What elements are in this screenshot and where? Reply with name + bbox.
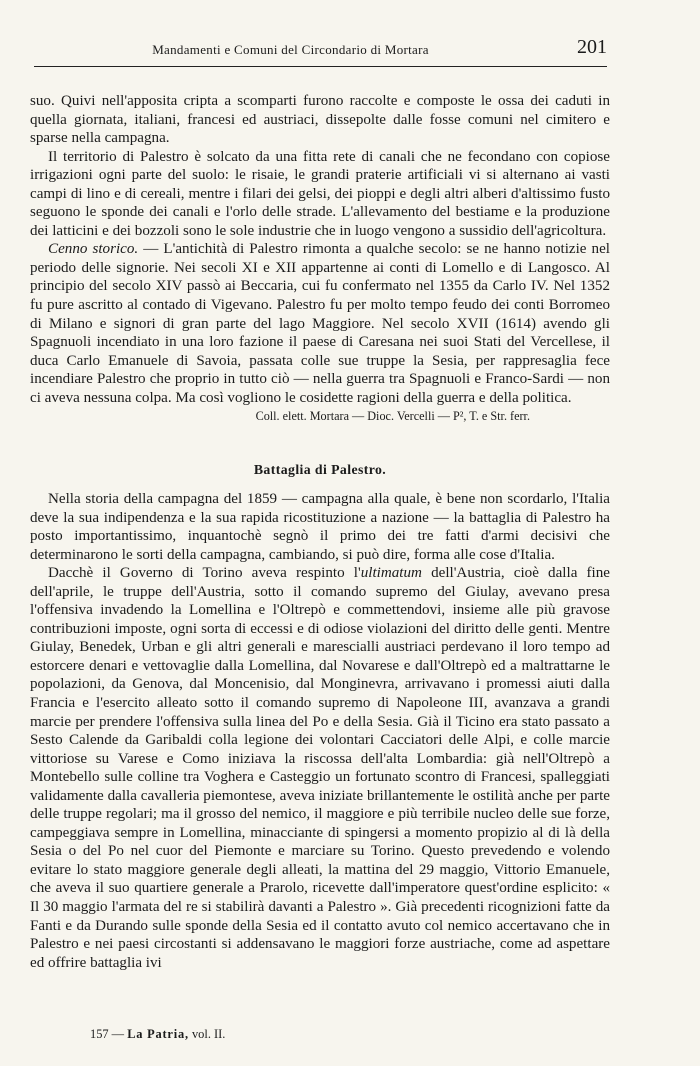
paragraph-ossuary: suo. Quivi nell'apposita cripta a scomparti furono raccolte e composte le ossa dei caduti in quella giornata, italiani, francesi ed austriaci, dissepolte dalle fosse comuni nel cimitero e sparse nella campagna. xyxy=(30,93,610,147)
footer-signature: 157 — xyxy=(90,1027,125,1041)
page-header xyxy=(34,38,607,67)
running-title: Mandamenti e Comuni del Circondario di Mortara xyxy=(152,42,429,57)
top-section xyxy=(30,92,610,425)
battle-section xyxy=(30,462,610,478)
history-lead: Cenno storico. xyxy=(48,241,139,258)
paragraph-battle-narrative xyxy=(30,564,610,972)
page-footer xyxy=(90,1027,225,1042)
ultimatum-italic: ultimatum xyxy=(360,565,422,582)
paragraph-battle-intro: Nella storia della campagna del 1859 — campagna alla quale, è bene non scordarlo, l'Italia deve la sua indipendenza e la sua rapida ricostituzione a nazione — la battaglia di Palestro ha posto importantissimo, inquantochè segnò il primo dei tre fatti d'armi decisivi che determinarono le sorti della campagna, cambiando, si può dire, forma alle cose d'Italia. xyxy=(30,491,610,563)
history-text: — L'antichità di Palestro rimonta a qualche secolo: se ne hanno notizie nel periodo delle signorie. Nei secoli XI e XII appartenne ai conti di Lomello e di Langosco. Al principio del secolo XIV passò ai Beccaria, cui fu confermato nel 1355 da Carlo IV. Nel 1352 fu pure ascritto al contado di Vigevano. Palestro fu per molto tempo feudo dei conti Borromeo di Milano e signori di gran parte del lago Maggiore. Nel secolo XVII (1614) avendo gli Spagnuoli incendiato in una loro fazione il paese di Caresana nei suoi Stati del Vercellese, il duca Carlo Emanuele di Savoia, passata colle sue truppe la Sesia, per rappresaglia fece incendiare Palestro che proprio in tutto ciò — nella guerra tra Spagnuoli e Franco-Sardi — non ci aveva nessuna colpa. Ma così vogliono le cosidette ragioni della guerra e della politica. xyxy=(30,241,610,406)
narrative-part-a: Dacchè il Governo di Torino aveva respinto l' xyxy=(48,565,361,582)
paragraph-history xyxy=(30,240,610,407)
narrative-part-b: dell'Austria, cioè dalla fine dell'aprile, le truppe dell'Austria, sotto il comando supremo del Giulay, avevano presa l'offensiva invadendo la Lomellina e l'Oltrepò e commettendovi, insieme alle più gravose contribuzioni imposte, ogni sorta di eccessi e di odiose violazioni del diritto delle genti. Mentre Giulay, Benedek, Urban e gli altri generali e marescialli austriaci perdevano il loro tempo ad estorcere denari e vettovaglie dalla Lomellina, dal Novarese e dall'Oltrepò ed a maltrattarne le popolazioni, da Genova, dal Moncenisio, dal Monginevra, arrivavano i promessi aiuti dalla Francia e l'esercito alleato sotto il comando supremo di Napoleone III, avanzava a grandi marcie per prendere l'offensiva sulla linea del Po e della Sesia. Già il Ticino era stato passato a Sesto Calende da Garibaldi colla legione dei volontari Cacciatori delle Alpi, e colle marcie vittoriose su Varese e Como iniziava la riscossa dell'alta Lombardia: già nell'Oltrepò a Montebello sulle colline tra Voghera e Casteggio un fortunato scontro di Francesi, spalleggiati validamente dalla cavalleria piemontese, aveva iniziate brillantemente le ostilità anche per parte delle truppe regolari; ma il grosso del nemico, il maggiore e più terribile nucleo delle sue forze, campeggiava sempre in Lomellina, minacciante di spingersi a momento propizio al di là della Sesia o del Po nel cuor del Piemonte e marciare su Torino. Questo prevedendo e volendo evitare lo stato maggiore generale degli alleati, la mattina del 29 maggio, Vittorio Emanuele, che aveva il suo quartiere generale a Prarolo, ricevette dall'imperatore quest'ordine esplicito: « Il 30 maggio l'armata del re si stabilirà davanti a Palestro ». Già precedenti ricognizioni fatte da Fanti e da Durando sulle sponde della Sesia ed il contatto avuto col nemico accertavano che in Palestro e nei paesi circostanti si addensavano le maggiori forze austriache, come ad aspettare ed offrire battaglia ivi xyxy=(30,565,611,971)
paragraph-territory: Il territorio di Palestro è solcato da una fitta rete di canali che ne fecondano con copiose irrigazioni ogni parte del suolo: le risaie, le grandi praterie artificiali vi si alternano ai vasti campi di lino e di cereali, mentre i filari dei gelsi, dei pioppi e degli altri alberi d'altissimo fusto seguono le sponde dei canali e l'orlo delle strade. L'allevamento del bestiame e la produzione dei latticini e dei bozzoli sono le sole industrie che in luogo vengono a sussidio dell'agricoltura. xyxy=(30,148,610,239)
section-title: Battaglia di Palestro. xyxy=(253,462,387,477)
page-number: 201 xyxy=(577,36,607,58)
battle-body xyxy=(30,490,610,972)
footer-volume: vol. II. xyxy=(191,1027,226,1041)
admin-note: Coll. elett. Mortara — Dioc. Vercelli — P², T. e Str. ferr. xyxy=(255,409,530,424)
footer-journal: La Patria, xyxy=(127,1027,189,1041)
